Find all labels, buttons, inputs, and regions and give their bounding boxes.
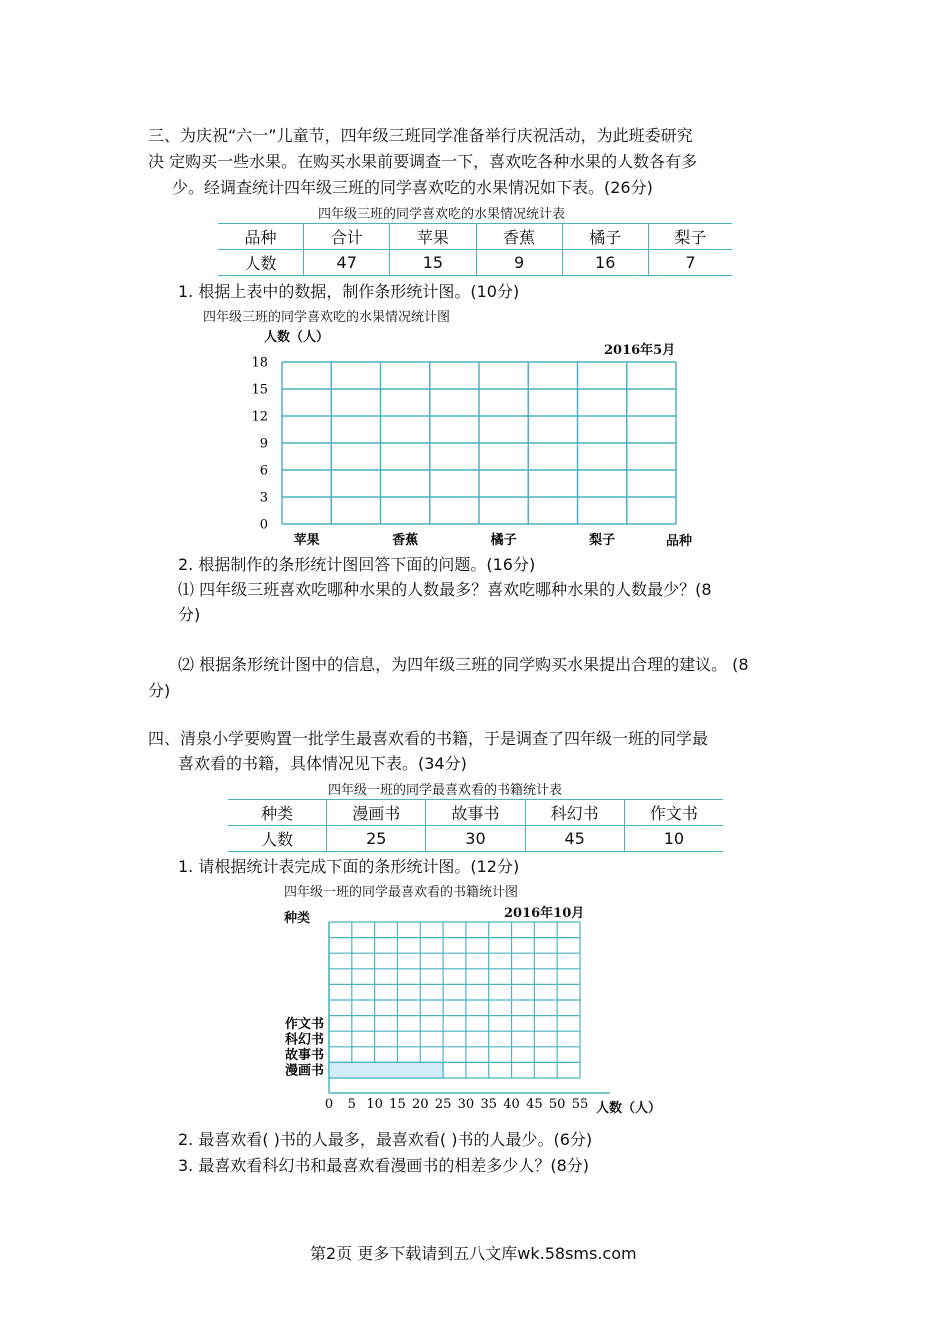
fruit-table-cell: 16 <box>562 250 648 276</box>
book-chart-xlabel: 人数（人） <box>596 1101 662 1116</box>
book-table-cell: 30 <box>426 826 525 852</box>
fruit-x-category-label: 橘子 <box>490 533 517 548</box>
fruit-chart-xlabel: 品种 <box>666 534 693 549</box>
fruit-y-tick-label: 12 <box>251 409 268 425</box>
book-x-tick-label: 5 <box>347 1097 356 1112</box>
q3-table-title: 四年级三班的同学喜欢吃的水果情况统计表 <box>318 207 566 222</box>
fruit-y-tick-label: 9 <box>259 436 268 452</box>
q4-line1: 四、清泉小学要购置一批学生最喜欢看的书籍，于是调查了四年级一班的同学最 <box>148 729 709 748</box>
q3-sub2: 2. 根据制作的条形统计图回答下面的问题。(16分) <box>178 555 536 574</box>
fruit-table-header-row <box>218 224 732 250</box>
book-table-cell: 漫画书 <box>327 800 426 826</box>
fruit-y-tick-label: 15 <box>251 382 268 398</box>
book-table-cell: 故事书 <box>426 800 525 826</box>
book-bar <box>329 1062 443 1078</box>
fruit-table-cell: 梨子 <box>648 224 732 250</box>
fruit-chart <box>240 350 720 550</box>
book-y-category-label: 漫画书 <box>284 1063 324 1079</box>
book-x-tick-label: 15 <box>389 1097 406 1112</box>
book-table-cell: 10 <box>624 826 723 852</box>
fruit-x-category-label: 苹果 <box>293 533 320 548</box>
q3-q1-line1: ⑴ 四年级三班喜欢吃哪种水果的人数最多？喜欢吃哪种水果的人数最少？(8 <box>178 580 712 599</box>
fruit-table-cell: 品种 <box>218 224 304 250</box>
fruit-y-tick-label: 6 <box>259 463 268 479</box>
book-x-tick-label: 10 <box>366 1097 383 1112</box>
q3-q2-line1: ⑵ 根据条形统计图中的信息，为四年级三班的同学购买水果提出合理的建议。 (8 <box>178 655 749 674</box>
q4-sub2: 2. 最喜欢看( )书的人最多，最喜欢看( )书的人最少。(6分) <box>178 1130 593 1149</box>
fruit-table-cell: 47 <box>304 250 390 276</box>
fruit-table-cell: 香蕉 <box>476 224 562 250</box>
fruit-table-cell: 9 <box>476 250 562 276</box>
q3-q2-line2: 分) <box>148 681 171 700</box>
page-footer: 第2页 更多下载请到五八文库wk.58sms.com <box>310 1244 637 1263</box>
book-x-tick-label: 0 <box>324 1097 334 1112</box>
q3-line2: 决 定购买一些水果。在购买水果前要调查一下，喜欢吃各种水果的人数各有多 <box>148 152 698 171</box>
fruit-table-cell: 合计 <box>304 224 390 250</box>
fruit-table-cell: 15 <box>390 250 476 276</box>
q4-table-title: 四年级一班的同学最喜欢看的书籍统计表 <box>328 783 563 798</box>
book-table-cell: 种类 <box>228 800 327 826</box>
fruit-chart-ylabel: 人数（人） <box>264 330 330 345</box>
book-x-tick-label: 50 <box>548 1097 566 1112</box>
book-x-tick-label: 35 <box>480 1097 498 1112</box>
fruit-table-cell: 7 <box>648 250 732 276</box>
book-x-tick-label: 30 <box>457 1097 475 1112</box>
q3-sub1: 1. 根据上表中的数据，制作条形统计图。(10分) <box>178 282 520 301</box>
book-table <box>228 799 723 852</box>
fruit-x-category-label: 梨子 <box>589 533 616 548</box>
book-table-cell: 作文书 <box>624 800 723 826</box>
book-x-tick-label: 25 <box>434 1097 452 1112</box>
q4-chart-title: 四年级一班的同学最喜欢看的书籍统计图 <box>284 885 519 900</box>
book-x-tick-label: 40 <box>503 1097 520 1112</box>
book-chart-date: 2016年10月 <box>504 906 585 921</box>
book-table-cell: 科幻书 <box>525 800 624 826</box>
q3-q1-line2: 分) <box>178 605 201 624</box>
book-table-cell: 45 <box>525 826 624 852</box>
q4-sub3: 3. 最喜欢看科幻书和最喜欢看漫画书的相差多少人？(8分) <box>178 1156 590 1175</box>
fruit-y-tick-label: 18 <box>251 355 268 371</box>
book-y-category-label: 故事书 <box>284 1048 324 1064</box>
fruit-table-cell: 苹果 <box>390 224 476 250</box>
book-table-cell: 25 <box>327 826 426 852</box>
fruit-x-category-label: 香蕉 <box>392 533 419 548</box>
q4-line2: 喜欢看的书籍，具体情况见下表。(34分) <box>178 754 467 773</box>
book-y-category-label: 作文书 <box>284 1016 324 1032</box>
fruit-table <box>218 223 732 276</box>
q4-sub1: 1. 请根据统计表完成下面的条形统计图。(12分) <box>178 857 520 876</box>
book-table-cell: 人数 <box>228 826 327 852</box>
fruit-table-cell: 橘子 <box>562 224 648 250</box>
book-x-tick-label: 45 <box>526 1097 543 1112</box>
book-table-data-row <box>228 826 723 852</box>
fruit-table-data-row <box>218 250 732 276</box>
fruit-y-tick-label: 0 <box>259 517 268 533</box>
book-x-tick-label: 20 <box>411 1097 429 1112</box>
q3-line3: 少。经调查统计四年级三班的同学喜欢吃的水果情况如下表。(26分) <box>172 178 653 197</box>
book-chart <box>270 915 615 1115</box>
book-table-header-row <box>228 800 723 826</box>
book-y-category-label: 科幻书 <box>284 1032 324 1048</box>
book-x-tick-label: 55 <box>571 1097 589 1112</box>
q3-chart-title: 四年级三班的同学喜欢吃的水果情况统计图 <box>203 310 451 325</box>
fruit-y-tick-label: 3 <box>259 490 268 506</box>
q3-line1: 三、为庆祝“六一”儿童节，四年级三班同学准备举行庆祝活动，为此班委研究 <box>148 126 693 145</box>
fruit-chart-date: 2016年5月 <box>604 343 676 358</box>
book-chart-ylabel: 种类 <box>284 911 311 926</box>
fruit-table-cell: 人数 <box>218 250 304 276</box>
